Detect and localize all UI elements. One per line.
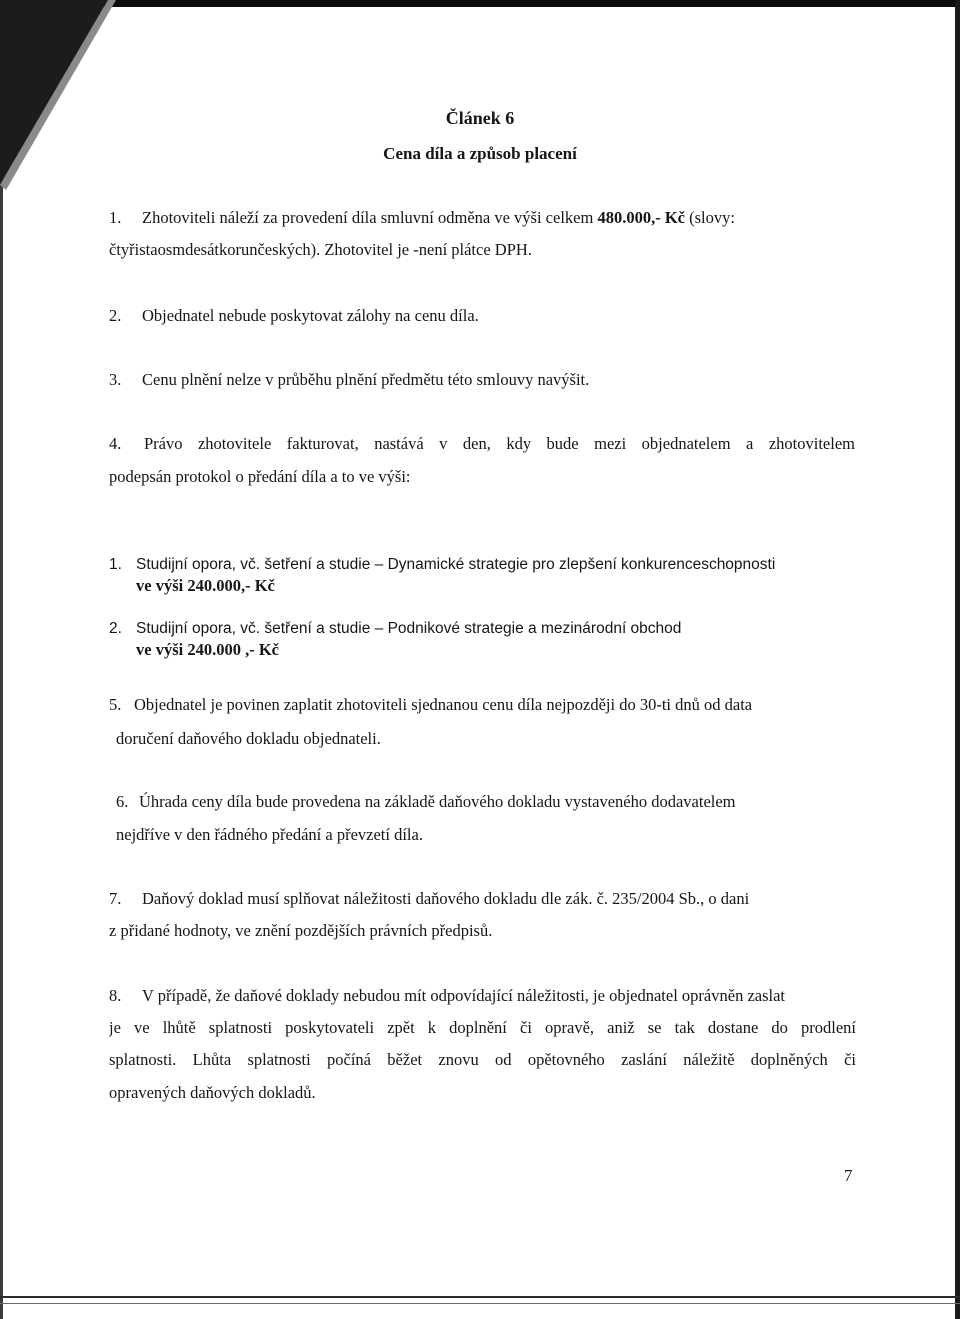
p7-line1: Daňový doklad musí splňovat náležitosti daňového dokladu dle zák. č. 235/2004 Sb., o dani [142,889,750,908]
p8-line3: splatnosti. Lhůta splatnosti počíná běžet znovu od opětovného zaslání náležitě doplněných či [109,1050,856,1069]
sub-item-2-text: Studijní opora, vč. šetření a studie – Podnikové strategie a mezinárodní obchod [136,620,682,637]
p3-text: Cenu plnění nelze v průběhu plnění předmětu této smlouvy navýšit. [142,370,590,389]
scan-corner-shadow [0,0,120,200]
p3-number: 3. [109,370,122,389]
sub-item-1-text: Studijní opora, vč. šetření a studie – Dynamické strategie pro zlepšení konkurenceschopnosti [136,556,776,573]
scan-edge-bottom-2 [0,1303,960,1304]
p8-number: 8. [109,986,122,1005]
p1-amount: 480.000,- Kč [597,208,685,227]
p8-line1: V případě, že daňové doklady nebudou mít odpovídající náležitosti, je objednatel oprávněn zaslat [142,986,786,1005]
p4-number: 4. [109,434,122,453]
scan-edge-top [0,0,960,7]
p5-line2: doručení daňového dokladu objednateli. [116,729,381,748]
sub-item-2-amount: ve výši 240.000 ,- Kč [136,640,279,659]
sub-item-2-number: 2. [109,620,122,637]
p8-line4: opravených daňových dokladů. [109,1083,316,1102]
p1-number: 1. [109,208,122,227]
article-heading: Článek 6 [445,108,515,128]
scan-edge-bottom [0,1296,960,1298]
p1-line1 [142,208,735,228]
p4-line1: Právo zhotovitele fakturovat, nastává v den, kdy bude mezi objednatelem a zhotovitelem [144,434,855,453]
p8-line2: je ve lhůtě splatnosti poskytovateli zpět k doplnění či opravě, aniž se tak dostane do prodlení [109,1018,856,1037]
p2-number: 2. [109,306,122,325]
p1-line1-end: (slovy: [684,208,735,227]
p2-text: Objednatel nebude poskytovat zálohy na cenu díla. [142,306,479,325]
p7-line2: z přidané hodnoty, ve znění pozdějších právních předpisů. [109,921,493,940]
article-title: Cena díla a způsob placení [383,144,577,163]
page-number: 7 [844,1166,853,1185]
p1-line1-text: Zhotoviteli náleží za provedení díla smluvní odměna ve výši celkem [142,208,598,227]
p4-line2: podepsán protokol o předání díla a to ve výši: [109,467,411,486]
p7-number: 7. [109,889,122,908]
scan-edge-right [955,0,960,1319]
p5-number: 5. [109,695,122,714]
p6-number: 6. [116,792,129,811]
sub-item-1-number: 1. [109,556,122,573]
p6-line2: nejdříve v den řádného předání a převzetí díla. [116,825,423,844]
sub-item-1-amount: ve výši 240.000,- Kč [136,576,275,595]
p1-line2: čtyřistaosmdesátkorunčeských). Zhotovitel je -není plátce DPH. [109,240,532,259]
p6-line1: Úhrada ceny díla bude provedena na základě daňového dokladu vystaveného dodavatelem [139,792,736,811]
p5-line1: Objednatel je povinen zaplatit zhotoviteli sjednanou cenu díla nejpozději do 30-ti dnů od data [134,695,753,714]
